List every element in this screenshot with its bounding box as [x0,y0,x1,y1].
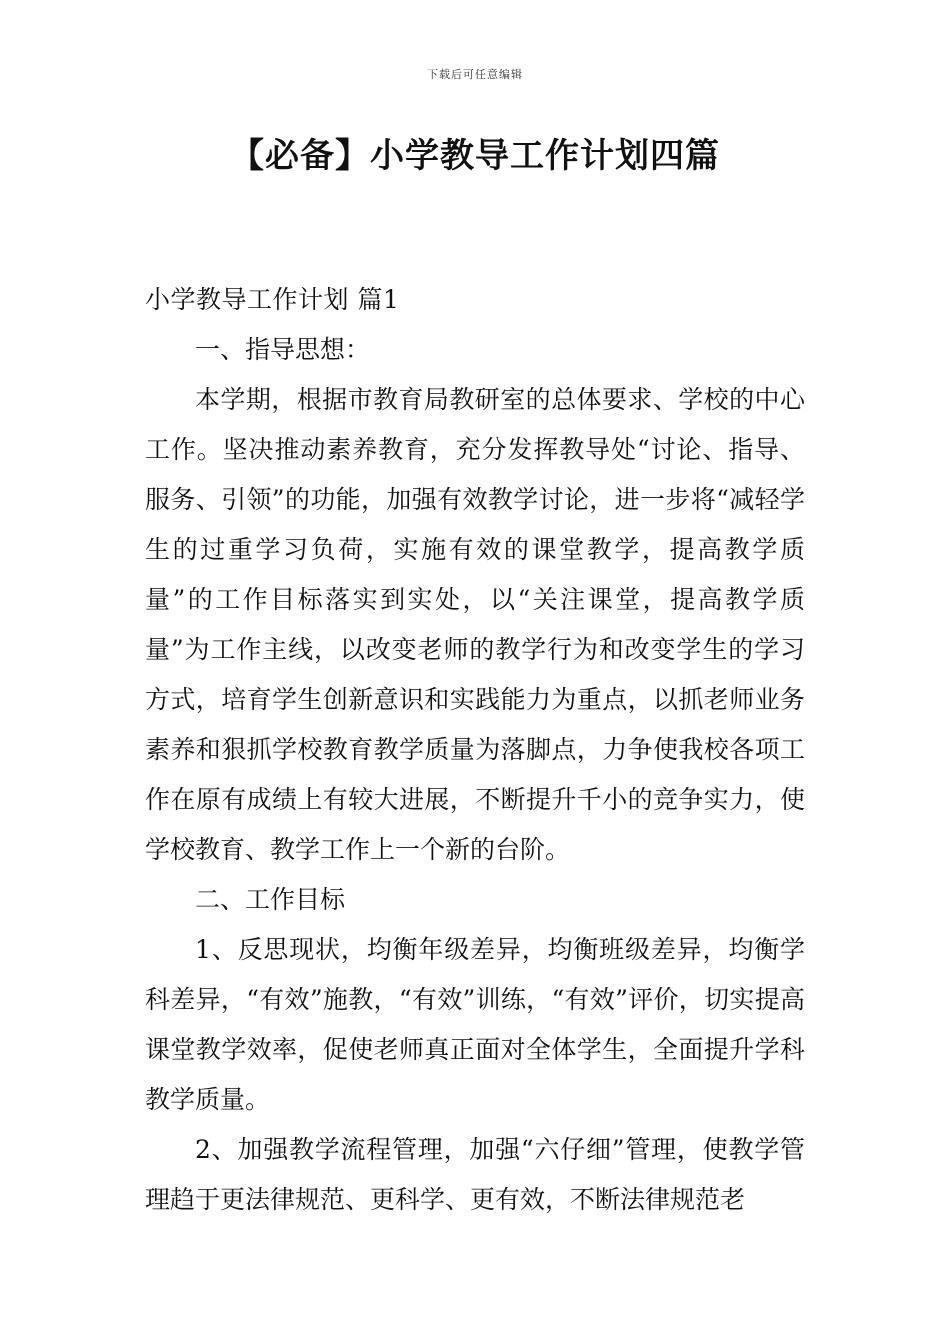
paragraph-heading-guiding-ideas: 一、指导思想： [195,335,371,364]
section-title: 小学教导工作计划 篇1 [145,285,400,314]
document-body [145,275,805,1225]
paragraph-heading-work-goals: 二、工作目标 [195,885,346,914]
paragraph-goal-2: 2、加强教学流程管理，加强“六仔细”管理，使教学管理趋于更法律规范、更科学、更有效，不断法律规范老 [145,1135,805,1214]
paragraph-guiding-ideas: 本学期，根据市教育局教研室的总体要求、学校的中心工作。坚决推动素养教育，充分发挥教导处“讨论、指导、服务、引领”的功能，加强有效教学讨论，进一步将“减轻学生的过重学习负荷，实施有效的课堂教学，提高教学质量”的工作目标落实到实处，以“关注课堂，提高教学质量”为工作主线，以改变老师的教学行为和改变学生的学习方式，培育学生创新意识和实践能力为重点，以抓老师业务素养和狠抓学校教育教学质量为落脚点，力争使我校各项工作在原有成绩上有较大进展，不断提升千小的竞争实力，使学校教育、教学工作上一个新的台阶。 [145,385,805,864]
page-header-note: 下载后可任意编辑 [427,68,523,81]
paragraph-goal-1: 1、反思现状，均衡年级差异，均衡班级差异，均衡学科差异，“有效”施教，“有效”训练，“有效”评价，切实提高课堂教学效率，促使老师真正面对全体学生，全面提升学科教学质量。 [145,935,805,1114]
document-title: 【必备】小学教导工作计划四篇 [230,136,720,176]
